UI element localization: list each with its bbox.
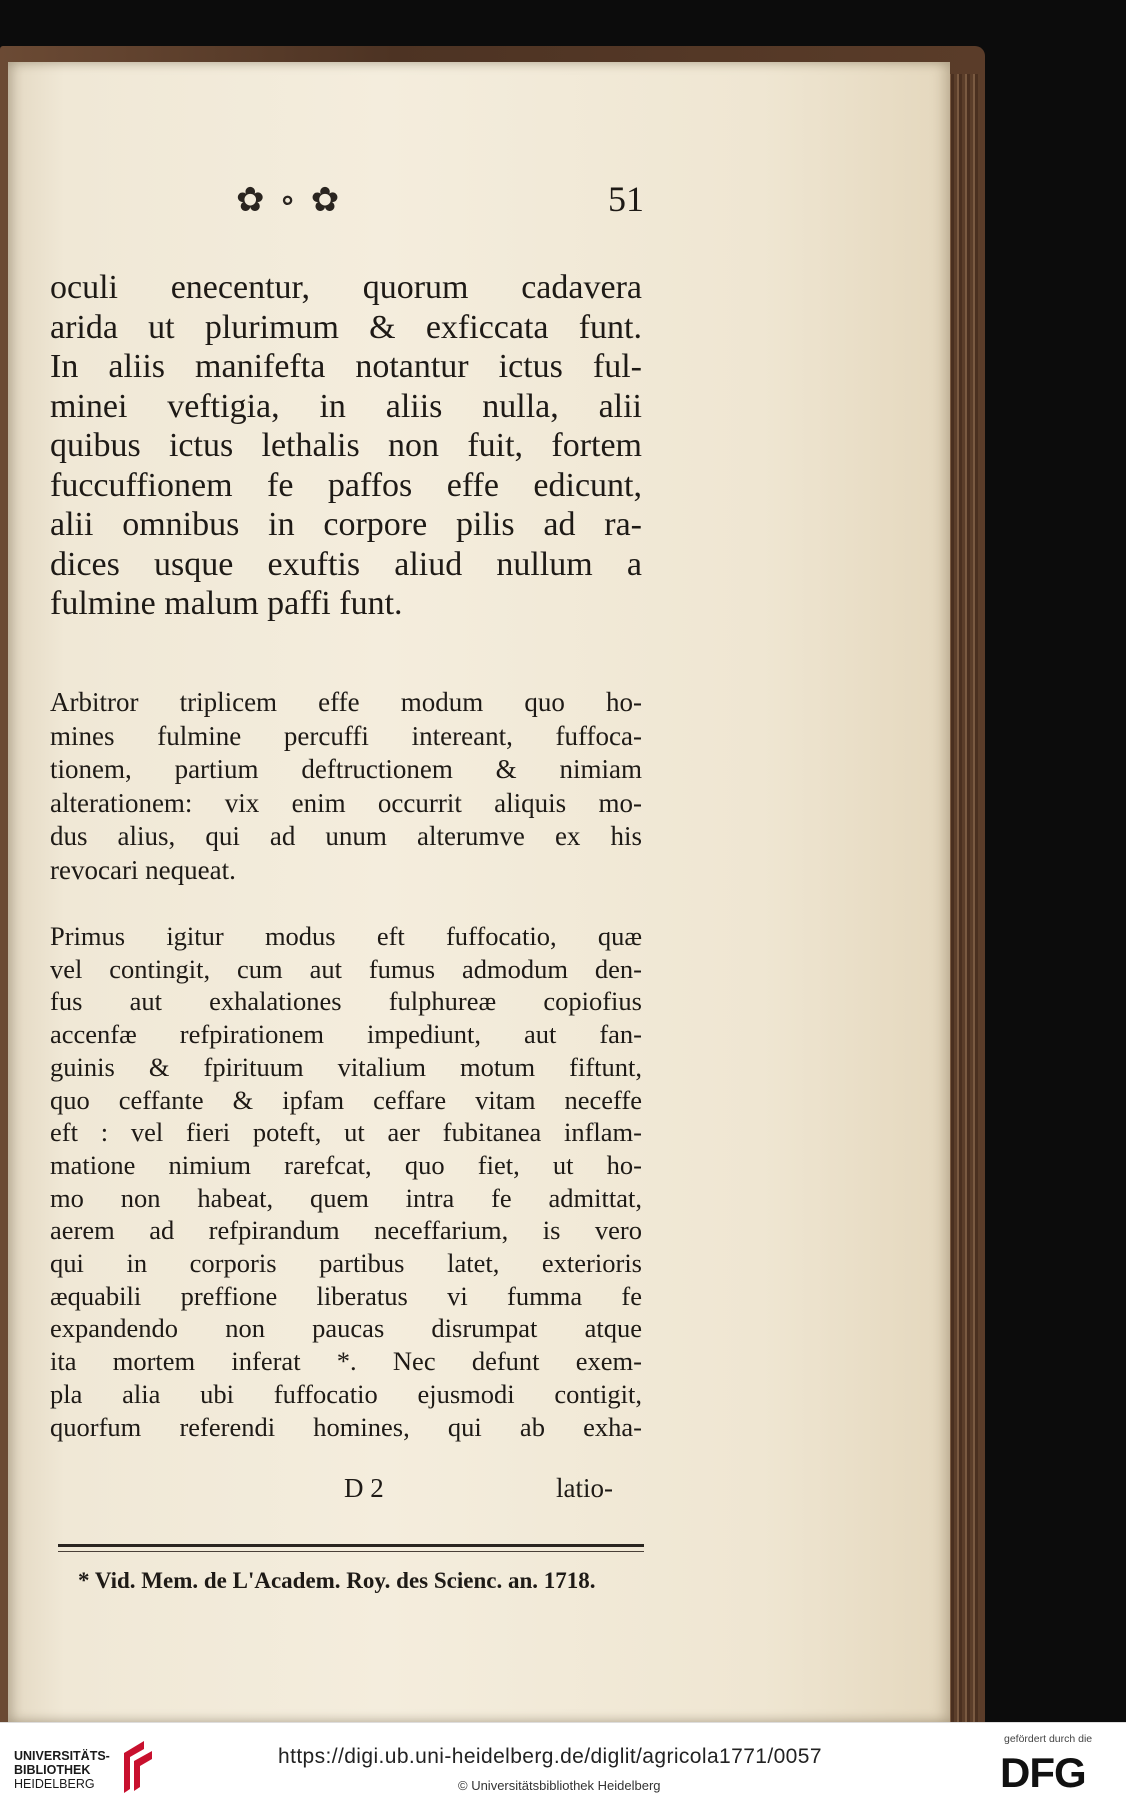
library-name-line1: UNIVERSITÄTS-	[14, 1749, 110, 1763]
footnote: * Vid. Mem. de L'Academ. Roy. des Scienc. an. 1718.	[78, 1568, 596, 1593]
text-line: In aliis manifefta notantur ictus ful-	[50, 348, 642, 385]
text-line: matione nimium rarefcat, quo fiet, ut ho-	[50, 1149, 642, 1180]
library-emblem-icon	[118, 1735, 158, 1797]
paragraph-3	[50, 920, 642, 1443]
text-line: dices usque exuftis aliud nullum a	[50, 545, 642, 583]
text-line: ita mortem inferat *. Nec defunt exem-	[50, 1346, 642, 1377]
funded-by-label: gefördert durch die	[1004, 1733, 1093, 1745]
signature-mark: D 2	[344, 1473, 384, 1503]
text-line: quo ceffante & ipfam ceffare vitam neceffe	[50, 1084, 642, 1115]
book-page	[8, 62, 950, 1722]
text-line: revocari nequeat.	[50, 854, 236, 885]
text-line: vel contingit, cum aut fumus admodum den-	[50, 953, 642, 984]
text-line: pla alia ubi fuffocatio ejusmodi contigit,	[50, 1378, 642, 1409]
viewer-footer	[0, 1722, 1126, 1807]
library-name-line3: HEIDELBERG	[14, 1777, 95, 1791]
catchword: latio-	[556, 1473, 613, 1503]
paragraph-1	[50, 268, 642, 624]
footnote-rule	[58, 1544, 644, 1547]
head-ornament-icon: ✿ ∘ ✿	[236, 180, 342, 220]
dfg-logo[interactable]: DFG	[1000, 1749, 1086, 1796]
text-line: alterationem: vix enim occurrit aliquis mo-	[50, 787, 642, 818]
text-line: Arbitror triplicem effe modum quo ho-	[50, 687, 642, 717]
library-logo[interactable]	[14, 1749, 110, 1791]
text-line: dus alius, qui ad unum alterumve ex his	[50, 821, 642, 852]
text-line: fus aut exhalationes fulphureæ copiofius	[50, 986, 642, 1017]
text-line: mines fulmine percuffi intereant, fuffoca-	[50, 720, 642, 751]
text-line: guinis & fpirituum vitalium motum fiftunt,	[50, 1051, 642, 1082]
text-line: expandendo non paucas disrumpat atque	[50, 1313, 642, 1344]
paragraph-2	[50, 686, 642, 888]
text-line: eft : vel fieri poteft, ut aer fubitanea inflam-	[50, 1117, 642, 1148]
text-line: quorfum referendi homines, qui ab exha-	[50, 1411, 642, 1442]
text-line: æquabili preffione liberatus vi fumma fe	[50, 1280, 642, 1311]
text-line: aerem ad refpirandum neceffarium, is vero	[50, 1215, 642, 1246]
text-line: alii omnibus in corpore pilis ad ra-	[50, 506, 642, 543]
text-line: quibus ictus lethalis non fuit, fortem	[50, 427, 642, 464]
text-line: oculi enecentur, quorum cadavera	[50, 269, 642, 306]
permalink-url[interactable]: https://digi.ub.uni-heidelberg.de/diglit/agricola1771/0057	[278, 1745, 822, 1768]
text-line: tionem, partium deftructionem & nimiam	[50, 754, 642, 785]
text-line: qui in corporis partibus latet, exterioris	[50, 1248, 642, 1279]
copyright-notice: © Universitätsbibliothek Heidelberg	[458, 1778, 661, 1793]
text-line: mo non habeat, quem intra fe admittat,	[50, 1182, 642, 1213]
page-number: 51	[608, 179, 644, 219]
text-line: Primus igitur modus eft fuffocatio, quæ	[50, 921, 642, 951]
library-name-line2: BIBLIOTHEK	[14, 1763, 91, 1777]
text-line: fulmine malum paffi funt.	[50, 585, 403, 622]
footnote-rule-thin	[58, 1551, 644, 1552]
text-line: accenfæ refpirationem impediunt, aut fan-	[50, 1019, 642, 1050]
text-line: minei veftigia, in aliis nulla, alii	[50, 387, 642, 425]
text-line: fuccuffionem fe paffos effe edicunt,	[50, 466, 642, 504]
text-line: arida ut plurimum & exficcata funt.	[50, 308, 642, 346]
